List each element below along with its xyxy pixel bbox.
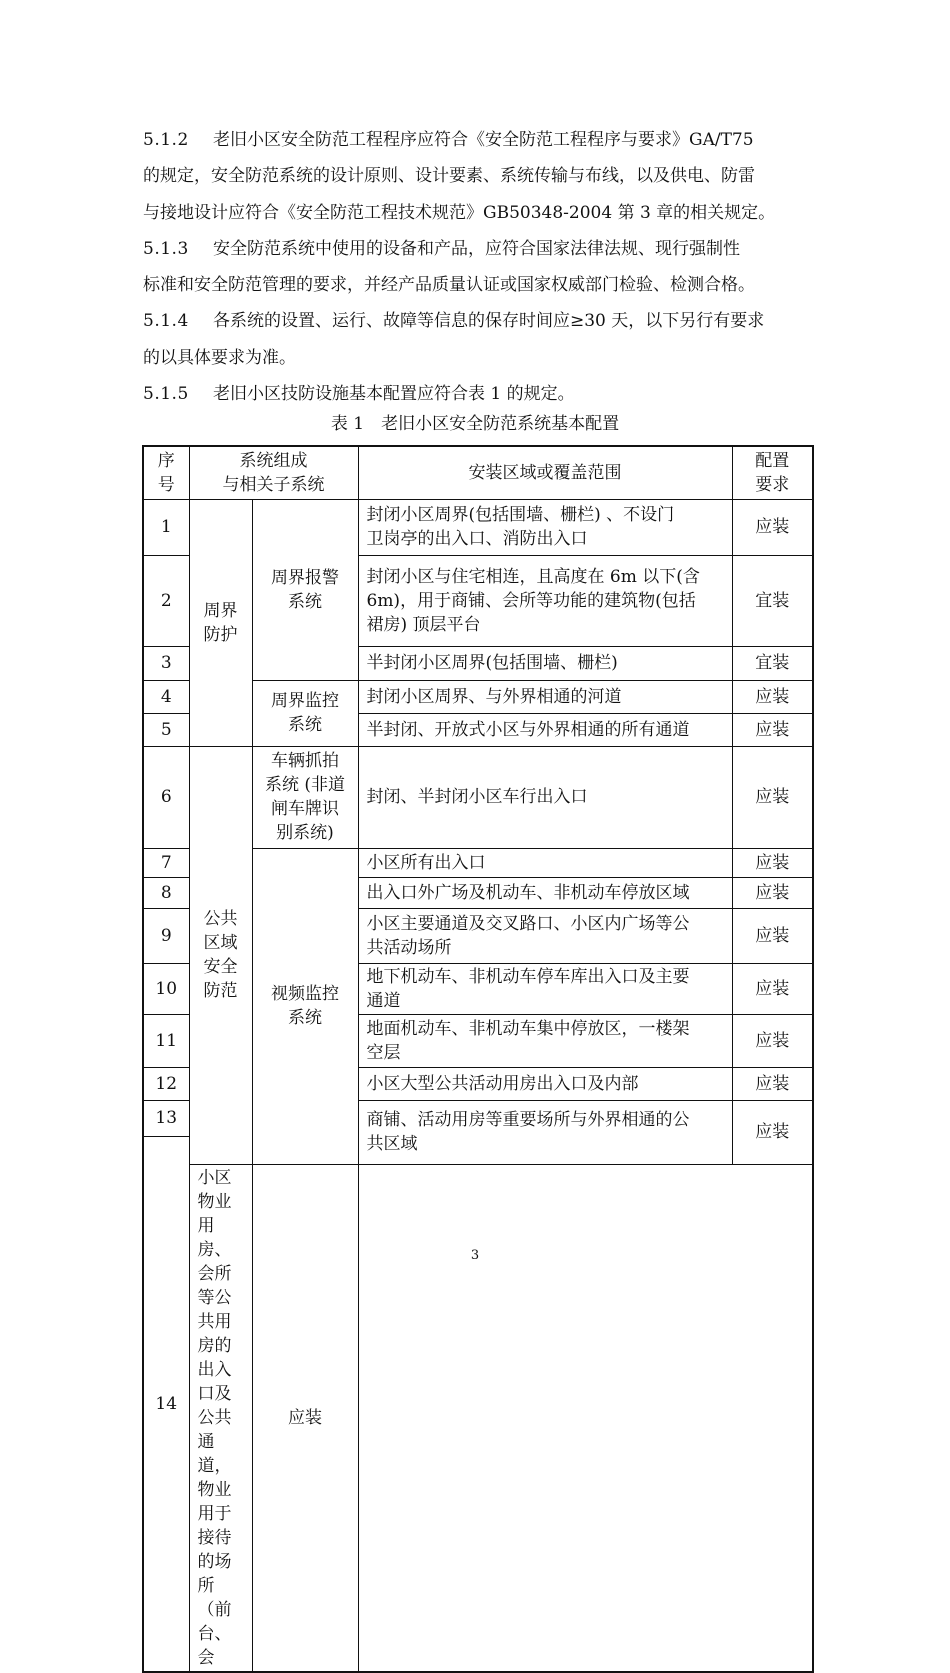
clause-number: 5.1.4 — [143, 311, 189, 332]
row-number: 13 — [143, 1100, 189, 1136]
clause-5-1-2-line-2: 的规定，安全防范系统的设计原则、设计要素、系统传输与布线，以及供电、防雷 — [143, 166, 755, 187]
row-number: 6 — [143, 746, 189, 848]
row-number: 3 — [143, 646, 189, 680]
coverage-cell: 出入口外广场及机动车、非机动车停放区域 — [358, 877, 732, 908]
clause-5-1-4-line-1: 5.1.4 各系统的设置、运行、故障等信息的保存时间应≥30 天，以下另行有要求 — [143, 303, 833, 339]
subsystem-perimeter-monitor: 周界监控 系统 — [252, 680, 358, 746]
subsystem-vehicle-capture: 车辆抓拍 系统 (非道 闸车牌识 别系统) — [252, 746, 358, 848]
clause-5-1-2-line-3: 与接地设计应符合《安全防范工程技术规范》GB50348-2004 第 3 章的相关规定。 — [143, 202, 776, 223]
coverage-cell: 小区物业用房、会所等公共用房的出入口及 公共通道，物业用于接待的场所（前台、会 — [189, 1164, 252, 1672]
row-number: 10 — [143, 963, 189, 1014]
requirement-cell: 应装 — [732, 877, 813, 908]
group-public-area: 公共 区域 安全 防范 — [189, 746, 252, 1164]
coverage-cell: 小区大型公共活动用房出入口及内部 — [358, 1067, 732, 1100]
row-number: 11 — [143, 1014, 189, 1067]
coverage-cell: 封闭小区周界、与外界相通的河道 — [358, 680, 732, 713]
clause-5-1-3-line-1: 5.1.3 安全防范系统中使用的设备和产品，应符合国家法律法规、现行强制性 — [143, 231, 833, 267]
requirement-cell: 宜装 — [732, 555, 813, 646]
clause-5-1-2-line-1: 5.1.2 老旧小区安全防范工程程序应符合《安全防范工程程序与要求》GA/T75 — [143, 122, 833, 158]
subsystem-video-surveillance: 视频监控 系统 — [252, 848, 358, 1164]
clause-5-1-3-line-2: 标准和安全防范管理的要求，并经产品质量认证或国家权威部门检验、检测合格。 — [143, 275, 755, 296]
clause-number: 5.1.3 — [143, 238, 189, 259]
subsystem-perimeter-alarm: 周界报警 系统 — [252, 499, 358, 680]
requirement-cell: 应装 — [732, 713, 813, 746]
coverage-cell: 封闭小区与住宅相连，且高度在 6m 以下(含 6m)，用于商铺、会所等功能的建筑物(包括 裙房) 顶层平台 — [358, 555, 732, 646]
config-table — [142, 445, 814, 1673]
row-number: 5 — [143, 713, 189, 746]
row-number: 12 — [143, 1067, 189, 1100]
requirement-cell: 应装 — [252, 1164, 358, 1672]
requirement-cell: 应装 — [732, 499, 813, 555]
clause-list — [143, 122, 833, 412]
requirement-cell: 应装 — [732, 963, 813, 1014]
requirement-cell: 宜装 — [732, 646, 813, 680]
table-row — [143, 746, 813, 848]
requirement-cell: 应装 — [732, 1100, 813, 1164]
requirement-cell: 应装 — [732, 908, 813, 963]
table-caption: 表 1 老旧小区安全防范系统基本配置 — [330, 414, 620, 434]
row-number: 4 — [143, 680, 189, 713]
header-requirement: 配置 要求 — [732, 446, 813, 499]
row-number: 8 — [143, 877, 189, 908]
coverage-cell: 地下机动车、非机动车停车库出入口及主要 通道 — [358, 963, 732, 1014]
row-number: 7 — [143, 848, 189, 877]
table-row — [143, 499, 813, 555]
requirement-cell: 应装 — [732, 680, 813, 713]
clause-5-1-4-line-2: 的以具体要求为准。 — [143, 347, 296, 368]
header-coverage: 安装区域或覆盖范围 — [358, 446, 732, 499]
row-number: 1 — [143, 499, 189, 555]
header-system: 系统组成 与相关子系统 — [189, 446, 358, 499]
header-no: 序 号 — [143, 446, 189, 499]
table-header-row — [143, 446, 813, 499]
coverage-cell: 地面机动车、非机动车集中停放区，一楼架 空层 — [358, 1014, 732, 1067]
requirement-cell: 应装 — [732, 848, 813, 877]
row-number: 14 — [143, 1136, 189, 1672]
coverage-cell: 小区主要通道及交叉路口、小区内广场等公 共活动场所 — [358, 908, 732, 963]
coverage-cell: 半封闭小区周界(包括围墙、栅栏) — [358, 646, 732, 680]
coverage-cell: 半封闭、开放式小区与外界相通的所有通道 — [358, 713, 732, 746]
page-number: 3 — [470, 1248, 480, 1263]
requirement-cell: 应装 — [732, 1067, 813, 1100]
coverage-cell: 商铺、活动用房等重要场所与外界相通的公 共区域 — [358, 1100, 732, 1164]
coverage-cell: 小区所有出入口 — [358, 848, 732, 877]
coverage-cell: 封闭、半封闭小区车行出入口 — [358, 746, 732, 848]
row-number: 2 — [143, 555, 189, 646]
clause-5-1-5-line-1: 5.1.5 老旧小区技防设施基本配置应符合表 1 的规定。 — [143, 376, 833, 412]
clause-number: 5.1.2 — [143, 130, 189, 150]
coverage-cell: 封闭小区周界(包括围墙、栅栏) 、不设门 卫岗亭的出入口、消防出入口 — [358, 499, 732, 555]
requirement-cell: 应装 — [732, 1014, 813, 1067]
row-number: 9 — [143, 908, 189, 963]
table-row — [143, 1164, 813, 1672]
requirement-cell: 应装 — [732, 746, 813, 848]
group-perimeter: 周界 防护 — [189, 499, 252, 746]
clause-number: 5.1.5 — [143, 384, 189, 405]
